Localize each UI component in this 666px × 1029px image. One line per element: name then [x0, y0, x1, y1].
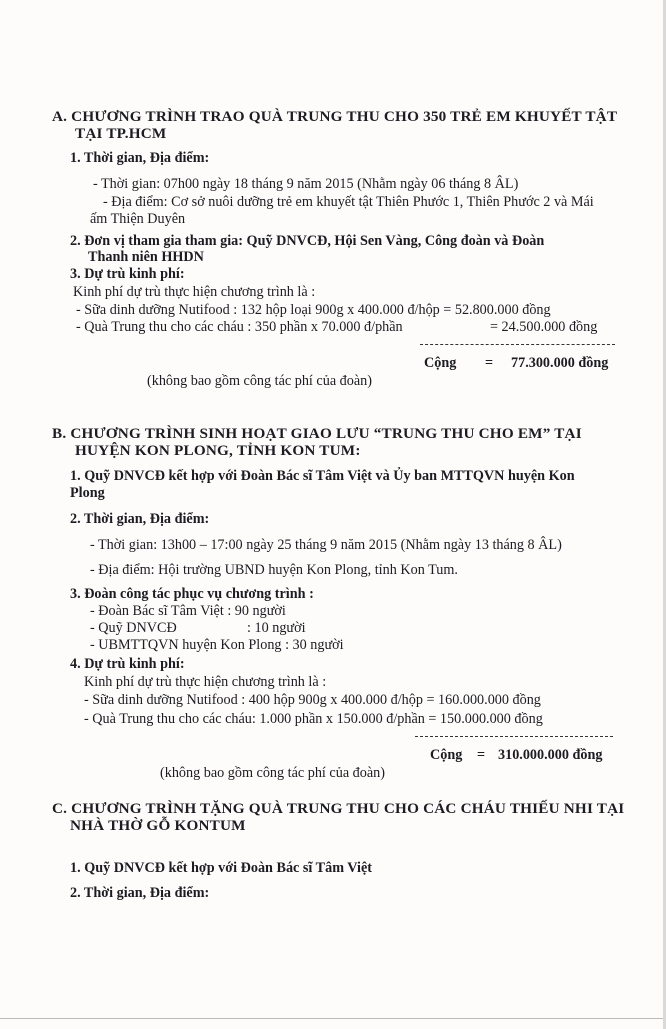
section-b-title: B. CHƯƠNG TRÌNH SINH HOẠT GIAO LƯU “TRUNG THU CHO EM” TẠI — [52, 425, 582, 442]
section-b-staff-item-value: : 10 người — [247, 620, 306, 636]
section-b-budget-item: - Sữa dinh dưỡng Nutifood : 400 hộp 900g x 400.000 đ/hộp = 160.000.000 đồng — [84, 692, 541, 708]
section-c-heading-time-place: 2. Thời gian, Địa điểm: — [70, 885, 210, 901]
section-b-heading-time-place: 2. Thời gian, Địa điểm: — [70, 511, 210, 527]
section-a-heading-budget: 3. Dự trù kinh phí: — [70, 266, 185, 282]
section-a-budget-intro: Kinh phí dự trù thực hiện chương trình là : — [73, 284, 316, 300]
section-b-time: - Thời gian: 13h00 – 17:00 ngày 25 tháng 9 năm 2015 (Nhằm ngày 13 tháng 8 ÂL) — [90, 537, 562, 553]
section-b-total-value: 310.000.000 đồng — [498, 747, 603, 763]
section-b-heading-staff: 3. Đoàn công tác phục vụ chương trình : — [70, 586, 314, 602]
total-divider — [420, 344, 615, 345]
section-b-total-eq: = — [477, 747, 486, 763]
section-a-total-value: 77.300.000 đồng — [511, 355, 609, 371]
section-a-note: (không bao gồm công tác phí của đoàn) — [147, 373, 372, 389]
section-b-budget-intro: Kinh phí dự trù thực hiện chương trình là : — [84, 674, 327, 690]
section-b-heading-partners-cont: Plong — [70, 485, 105, 501]
section-b-heading-budget: 4. Dự trù kinh phí: — [70, 656, 185, 672]
section-c-title: C. CHƯƠNG TRÌNH TẶNG QUÀ TRUNG THU CHO CÁC CHÁU THIẾU NHI TẠI — [52, 800, 625, 817]
section-b-heading-partners: 1. Quỹ DNVCĐ kết hợp với Đoàn Bác sĩ Tâm Việt và Ủy ban MTTQVN huyện Kon — [70, 468, 575, 484]
section-a-budget-item: - Sữa dinh dưỡng Nutifood : 132 hộp loại 900g x 400.000 đ/hộp = 52.800.000 đồng — [76, 302, 551, 318]
section-b-title-cont: HUYỆN KON PLONG, TỈNH KON TUM: — [75, 442, 361, 459]
section-a-heading-units-cont: Thanh niên HHDN — [88, 249, 204, 265]
section-b-staff-item: - Đoàn Bác sĩ Tâm Việt : 90 người — [90, 603, 286, 619]
total-divider — [415, 736, 613, 737]
section-a-place-cont: ấm Thiện Duyên — [90, 211, 186, 227]
section-c-title-cont: NHÀ THỜ GỖ KONTUM — [70, 817, 246, 834]
section-a-total-label: Cộng — [424, 355, 457, 371]
section-a-title-cont: TẠI TP.HCM — [75, 125, 167, 142]
section-b-place: - Địa điểm: Hội trường UBND huyện Kon Plong, tỉnh Kon Tum. — [90, 562, 458, 578]
section-a-place: - Địa điểm: Cơ sở nuôi dưỡng trẻ em khuyết tật Thiên Phước 1, Thiên Phước 2 và Mái — [103, 194, 594, 210]
section-a-total-eq: = — [485, 355, 494, 371]
section-c-heading-partners: 1. Quỹ DNVCĐ kết hợp với Đoàn Bác sĩ Tâm Việt — [70, 860, 372, 876]
section-b-staff-item: - Quỹ DNVCĐ — [90, 620, 177, 636]
section-a-budget-item-total: = 24.500.000 đồng — [490, 319, 598, 335]
section-a-heading-time-place: 1. Thời gian, Địa điểm: — [70, 150, 210, 166]
scan-edge — [0, 1018, 666, 1019]
section-b-budget-item: - Quà Trung thu cho các cháu: 1.000 phần x 150.000 đ/phần = 150.000.000 đồng — [84, 711, 543, 727]
section-a-heading-units: 2. Đơn vị tham gia tham gia: Quỹ DNVCĐ, Hội Sen Vàng, Công đoàn và Đoàn — [70, 233, 545, 249]
section-a-budget-item: - Quà Trung thu cho các cháu : 350 phần x 70.000 đ/phần — [76, 319, 403, 335]
section-b-note: (không bao gồm công tác phí của đoàn) — [160, 765, 385, 781]
section-a-time: - Thời gian: 07h00 ngày 18 tháng 9 năm 2015 (Nhằm ngày 06 tháng 8 ÂL) — [93, 176, 519, 192]
section-b-staff-item: - UBMTTQVN huyện Kon Plong : 30 người — [90, 637, 344, 653]
section-a-title: A. CHƯƠNG TRÌNH TRAO QUÀ TRUNG THU CHO 350 TRẺ EM KHUYẾT TẬT — [52, 108, 618, 125]
section-b-total-label: Cộng — [430, 747, 463, 763]
